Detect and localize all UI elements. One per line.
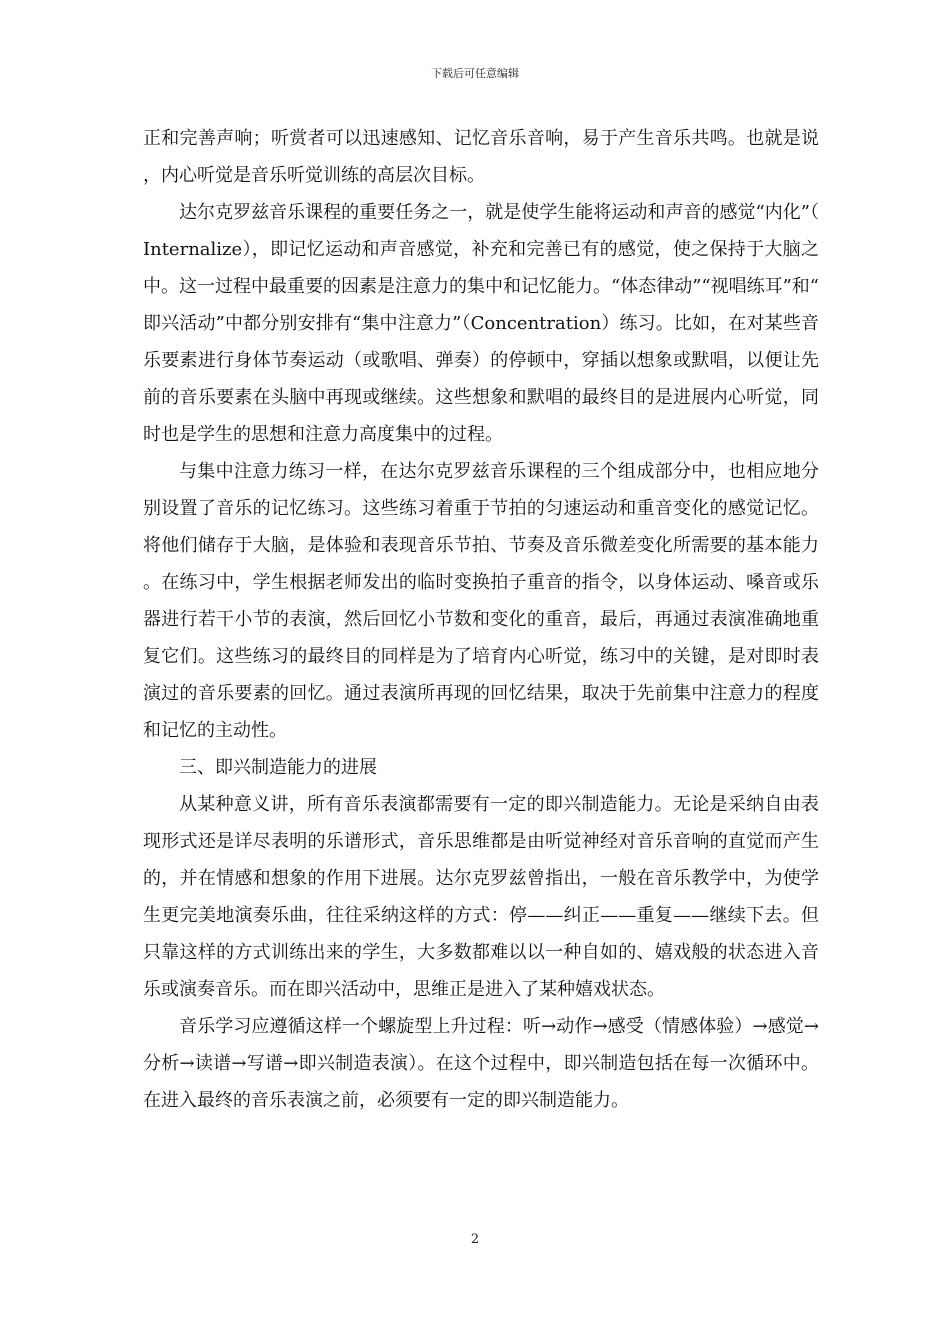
body-text <box>143 120 819 1119</box>
section-heading-improvisation: 三、即兴制造能力的进展 <box>179 757 377 778</box>
paragraph-memory-practice: 与集中注意力练习一样，在达尔克罗兹音乐课程的三个组成部分中，也相应地分别设置了音乐的记忆练习。这些练习着重于节拍的匀速运动和重音变化的感觉记忆。将他们储存于大脑，是体验和表现音乐节拍、节奏及音乐微差变化所需要的基本能力。在练习中，学生根据老师发出的临时变换拍子重音的指令，以身体运动、嗓音或乐器进行若干小节的表演，然后回忆小节数和变化的重音，最后，再通过表演准确地重复它们。这些练习的最终目的同样是为了培育内心听觉，练习中的关键，是对即时表演过的音乐要素的回忆。通过表演所再现的回忆结果，取决于先前集中注意力的程度和记忆的主动性。 <box>143 461 819 741</box>
page-header: 下载后可任意编辑 <box>431 67 519 80</box>
paragraph-improvisation: 从某种意义讲，所有音乐表演都需要有一定的即兴制造能力。无论是采纳自由表现形式还是详尽表明的乐谱形式，音乐思维都是由听觉神经对音乐音响的直觉而产生的，并在情感和想象的作用下进展。达尔克罗兹曾指出，一般在音乐教学中，为使学生更完美地演奏乐曲，往往采纳这样的方式：停——纠正——重复——继续下去。但只靠这样的方式训练出来的学生，大多数都难以以一种自如的、嬉戏般的状态进入音乐或演奏音乐。而在即兴活动中，思维正是进入了某种嬉戏状态。 <box>143 794 819 1000</box>
paragraph-continuation: 正和完善声响；听赏者可以迅速感知、记忆音乐音响，易于产生音乐共鸣。也就是说，内心听觉是音乐听觉训练的高层次目标。 <box>143 128 819 186</box>
paragraph-internalization: 达尔克罗兹音乐课程的重要任务之一，就是使学生能将运动和声音的感觉“内化”（Internalize），即记忆运动和声音感觉，补充和完善已有的感觉，使之保持于大脑之中。这一过程中最重要的因素是注意力的集中和记忆能力。“体态律动”“视唱练耳”和“即兴活动”中都分别安排有“集中注意力”（Concentration）练习。比如，在对某些音乐要素进行身体节奏运动（或歌唱、弹奏）的停顿中，穿插以想象或默唱，以便让先前的音乐要素在头脑中再现或继续。这些想象和默唱的最终目的是进展内心听觉，同时也是学生的思想和注意力高度集中的过程。 <box>143 202 820 445</box>
paragraph-learning-spiral: 音乐学习应遵循这样一个螺旋型上升过程：听→动作→感受（情感体验）→感觉→分析→读谱→写谱→即兴制造表演）。在这个过程中，即兴制造包括在每一次循环中。在进入最终的音乐表演之前，必须要有一定的即兴制造能力。 <box>143 1016 819 1111</box>
page-number: 2 <box>470 1232 480 1247</box>
